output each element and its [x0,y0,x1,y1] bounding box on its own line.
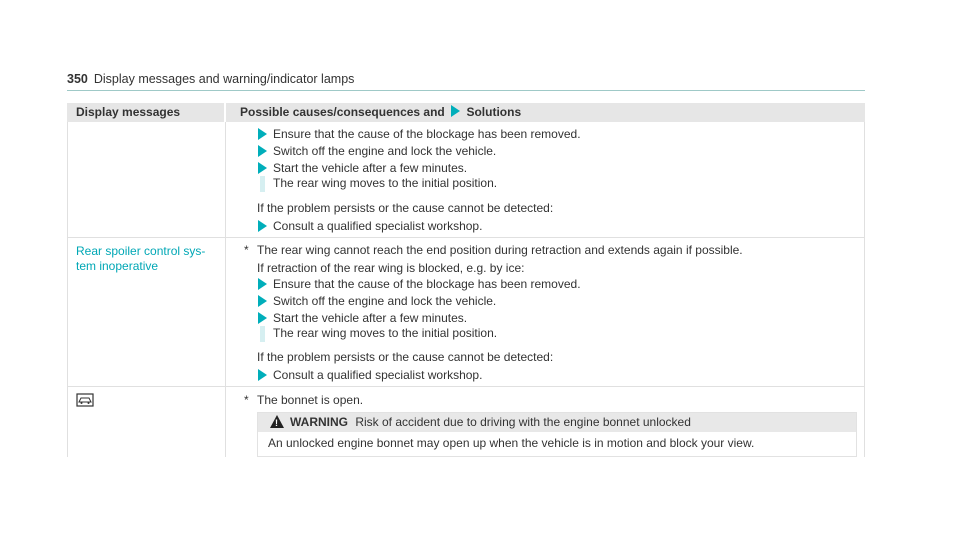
car-bonnet-open-icon [76,393,94,407]
row1-step-2: Switch off the engine and lock the vehicle. [273,144,497,158]
instruction-arrow-icon [258,312,267,324]
row1-step-3-line2: The rear wing moves to the initial position. [273,176,498,190]
table-column-divider [225,122,226,457]
instruction-arrow-icon [258,278,267,290]
row1-step-4: Consult a qualified specialist workshop. [273,219,483,233]
row2-step-2: Switch off the engine and lock the vehicle. [273,294,497,308]
warning-heading [290,415,691,429]
header-divider [67,90,865,91]
warning-text: An unlocked engine bonnet may open up when the vehicle is in motion and block your view. [268,436,755,450]
instruction-arrow-icon [258,295,267,307]
asterisk: * [244,393,249,407]
row3-cause: The bonnet is open. [257,393,364,407]
row-divider-1 [67,237,865,238]
column-header-suffix: Solutions [466,105,522,119]
row2-step-3-line2: The rear wing moves to the initial position. [273,326,498,340]
row1-step-1: Ensure that the cause of the blockage has been removed. [273,127,581,141]
row2-step-4: Consult a qualified specialist workshop. [273,368,483,382]
rear-spoiler-message-line2: tem inoperative [76,259,159,273]
warning-title: Risk of accident due to driving with the engine bonnet unlocked [355,415,691,429]
column-header-causes-solutions [226,103,865,122]
solution-arrow-icon [451,105,460,117]
step-continuation-bar [260,176,265,192]
page-number: 350 [67,72,88,86]
row1-step-3-line1: Start the vehicle after a few minutes. [273,161,468,175]
row2-step-1: Ensure that the cause of the blockage has been removed. [273,277,581,291]
instruction-arrow-icon [258,162,267,174]
page-header [67,72,354,86]
asterisk: * [244,243,249,257]
instruction-arrow-icon [258,128,267,140]
step-continuation-bar [260,326,265,342]
row-divider-2 [67,386,865,387]
row1-note: If the problem persists or the cause cannot be detected: [257,201,554,215]
column-header-display-messages: Display messages [67,103,224,122]
instruction-arrow-icon [258,145,267,157]
table-border-left [67,122,68,457]
warning-label: WARNING [290,415,348,429]
rear-spoiler-message-line1: Rear spoiler control sys- [76,244,206,258]
row2-cause: The rear wing cannot reach the end position during retraction and extends again if possible. [257,243,743,257]
instruction-arrow-icon [258,369,267,381]
page-title: Display messages and warning/indicator lamps [93,72,355,86]
table-border-right [864,122,865,457]
row2-step-3-line1: Start the vehicle after a few minutes. [273,311,468,325]
instruction-arrow-icon [258,220,267,232]
warning-triangle-icon: ! [270,415,284,428]
column-header-prefix: Possible causes/consequences and [240,105,445,119]
row2-note: If the problem persists or the cause cannot be detected: [257,350,554,364]
row2-subcondition: If retraction of the rear wing is blocked, e.g. by ice: [257,261,525,275]
